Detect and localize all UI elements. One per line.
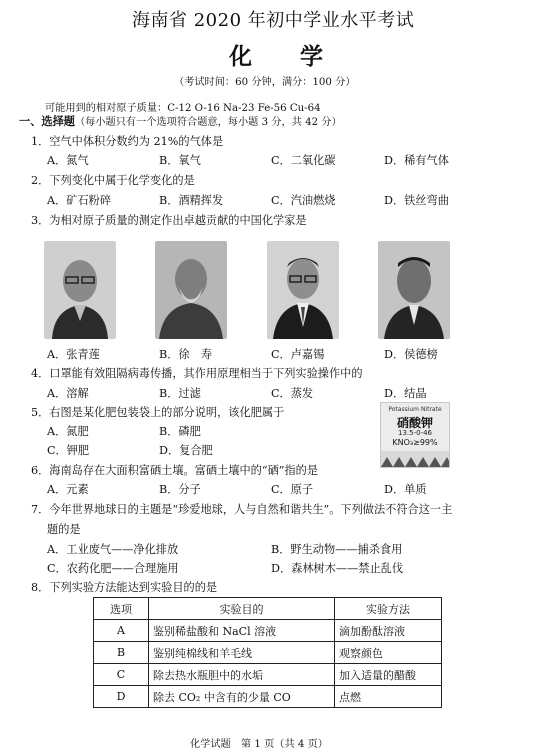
q7-option-d: D．森林树木——禁止乱伐 (271, 562, 404, 575)
table-row (94, 664, 442, 686)
q2-option-c: C．汽油燃烧 (271, 194, 336, 207)
q4-option-b: B．过滤 (159, 387, 201, 400)
q5-option-d: D．复合肥 (159, 444, 213, 457)
section1-heading-label: 一、选择题 (19, 114, 75, 128)
table-cell-method: 观察颜色 (335, 642, 442, 664)
table-cell-option: D (94, 686, 149, 708)
q1-stem: 1．空气中体积分数约为 21%的气体是 (31, 135, 224, 148)
page-footer: 化学试题 第 1 页（共 4 页） (190, 739, 328, 750)
q8-stem: 8．下列实验方法能达到实验目的的是 (31, 581, 218, 594)
q3-option-c: C．卢嘉锡 (271, 348, 325, 361)
table-cell-method: 加入适量的醋酸 (335, 664, 442, 686)
experiment-table (93, 597, 442, 708)
table-cell-purpose: 除去热水瓶胆中的水垢 (149, 664, 335, 686)
q6-stem: 6．海南岛存在大面积富硒土壤。富硒土壤中的“硒”指的是 (31, 464, 319, 477)
q6-option-a: A．元素 (47, 483, 89, 496)
q4-option-d: D．结晶 (384, 387, 427, 400)
q1-option-b: B．氧气 (159, 154, 201, 167)
q3-option-a: A．张青莲 (47, 348, 100, 361)
q2-option-d: D．铁丝弯曲 (384, 194, 449, 207)
subject-title: 化 学 (229, 43, 344, 70)
q4-option-c: C．蒸发 (271, 387, 314, 400)
q5-option-b: B．磷肥 (159, 425, 201, 438)
portrait-zhang-qinglian (44, 241, 116, 339)
q4-option-a: A．溶解 (47, 387, 89, 400)
q6-option-c: C．原子 (271, 483, 314, 496)
q4-stem: 4．口罩能有效阻隔病毒传播，其作用原理相当于下列实验操作中的 (31, 367, 363, 380)
portrait-xu-shou (155, 241, 227, 339)
table-row (94, 620, 442, 642)
table-cell-purpose: 除去 CO₂ 中含有的少量 CO (149, 686, 335, 708)
q6-option-b: B．分子 (159, 483, 201, 496)
atomic-masses: 可能用到的相对原子质量：C-12 O-16 Na-23 Fe-56 Cu-64 (45, 103, 321, 114)
fertilizer-english-name: Potassium Nitrate (388, 406, 442, 413)
q1-option-c: C．二氧化碳 (271, 154, 336, 167)
section1-heading-note: （每小题只有一个选项符合题意，每小题 3 分，共 42 分） (74, 117, 342, 128)
q2-option-a: A．矿石粉碎 (47, 194, 112, 207)
q5-option-c: C．钾肥 (47, 444, 90, 457)
q7-option-a: A．工业废气——净化排放 (47, 543, 179, 556)
section1-heading (19, 114, 342, 130)
table-header-method: 实验方法 (335, 598, 442, 620)
portrait-hou-debang (378, 241, 450, 339)
q1-option-d: D．稀有气体 (384, 154, 449, 167)
table-cell-purpose: 鉴别稀盐酸和 NaCl 溶液 (149, 620, 335, 642)
q5-stem: 5．右图是某化肥包装袋上的部分说明，该化肥属于 (31, 406, 285, 419)
fertilizer-formula: KNO₃≥99% (392, 438, 438, 447)
q3-option-d: D．侯德榜 (384, 348, 438, 361)
q5-option-a: A．氮肥 (47, 425, 89, 438)
q7-stem-line1: 7．今年世界地球日的主题是“珍爱地球，人与自然和谐共生”。下列做法不符合这一主 (31, 503, 453, 516)
table-cell-purpose: 鉴别纯棉线和羊毛线 (149, 642, 335, 664)
table-cell-option: B (94, 642, 149, 664)
q7-option-b: B．野生动物——捕杀食用 (271, 543, 403, 556)
fertilizer-pattern (381, 451, 449, 467)
q7-stem-line2: 题的是 (47, 523, 81, 536)
fertilizer-grade: 13.5-0-46 (398, 429, 432, 437)
table-header-purpose: 实验目的 (149, 598, 335, 620)
q2-option-b: B．酒精挥发 (159, 194, 224, 207)
table-cell-method: 滴加酚酞溶液 (335, 620, 442, 642)
q7-option-c: C．农药化肥——合理施用 (47, 562, 179, 575)
table-cell-option: A (94, 620, 149, 642)
q6-option-d: D．单质 (384, 483, 427, 496)
exam-title: 海南省 2020 年初中学业水平考试 (132, 10, 415, 31)
fertilizer-chinese-name: 硝酸钾 (396, 416, 433, 430)
portrait-lu-jiaxi (267, 241, 339, 339)
exam-info: （考试时间：60 分钟，满分：100 分） (174, 77, 356, 88)
table-cell-option: C (94, 664, 149, 686)
q2-stem: 2．下列变化中属于化学变化的是 (31, 174, 195, 187)
q3-stem: 3．为相对原子质量的测定作出卓越贡献的中国化学家是 (31, 214, 307, 227)
table-row (94, 686, 442, 708)
table-row (94, 642, 442, 664)
fertilizer-label (380, 402, 450, 468)
q1-option-a: A．氮气 (47, 154, 89, 167)
q3-option-b: B．徐 寿 (159, 348, 212, 361)
table-cell-method: 点燃 (335, 686, 442, 708)
table-header-row (94, 598, 442, 620)
table-header-option: 选项 (94, 598, 149, 620)
